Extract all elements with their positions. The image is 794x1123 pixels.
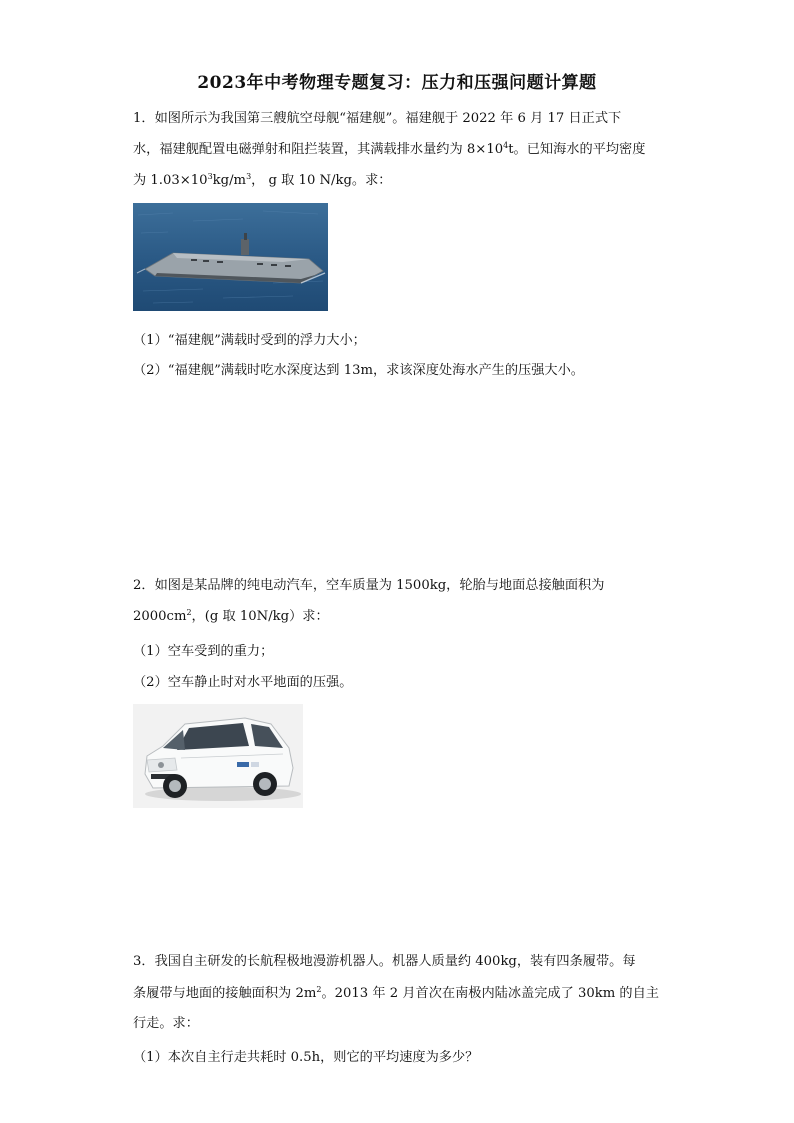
electric-car-photo xyxy=(133,704,303,808)
q3-line-3: 行走。求： xyxy=(133,1016,199,1031)
page-title: 2023年中考物理专题复习：压力和压强问题计算题 xyxy=(197,73,597,93)
q2-line-2: $2000cm^2$，(g 取 10N/kg）求： xyxy=(133,608,329,624)
q2-sub-1: （1）空车受到的重力； xyxy=(133,644,274,659)
q3-line-1: 3．我国自主研发的长航程极地漫游机器人。机器人质量约 400kg，装有四条履带。每 xyxy=(133,954,636,969)
q1-line-3: 为 $1.03\times 10^3kg/m^3$， g 取 10 N/kg。求： xyxy=(133,172,392,188)
q1-sub-2: （2）“福建舰”满载时吃水深度达到 13m，求该深度处海水产生的压强大小。 xyxy=(133,363,584,378)
q1-sub-1: （1）“福建舰”满载时受到的浮力大小； xyxy=(133,333,366,348)
q3-sub-1: （1）本次自主行走共耗时 0.5h，则它的平均速度为多少？ xyxy=(133,1050,479,1065)
q3-line-2: 条履带与地面的接触面积为 $2m^2$。2013 年 2 月首次在南极内陆冰盖完成了 30km 的自主 xyxy=(133,985,659,1001)
q1-line-1: 1．如图所示为我国第三艘航空母舰“福建舰”。福建舰于 2022 年 6 月 17 日正式下 xyxy=(133,111,622,126)
aircraft-carrier-photo xyxy=(133,203,328,311)
q1-line-2: 水，福建舰配置电磁弹射和阻拦装置，其满载排水量约为 $8\times 10^4t$。已知海水的平均密度 xyxy=(133,141,646,157)
q2-line-1: 2．如图是某品牌的纯电动汽车，空车质量为 1500kg，轮胎与地面总接触面积为 xyxy=(133,578,605,593)
q2-sub-2: （2）空车静止时对水平地面的压强。 xyxy=(133,675,353,690)
